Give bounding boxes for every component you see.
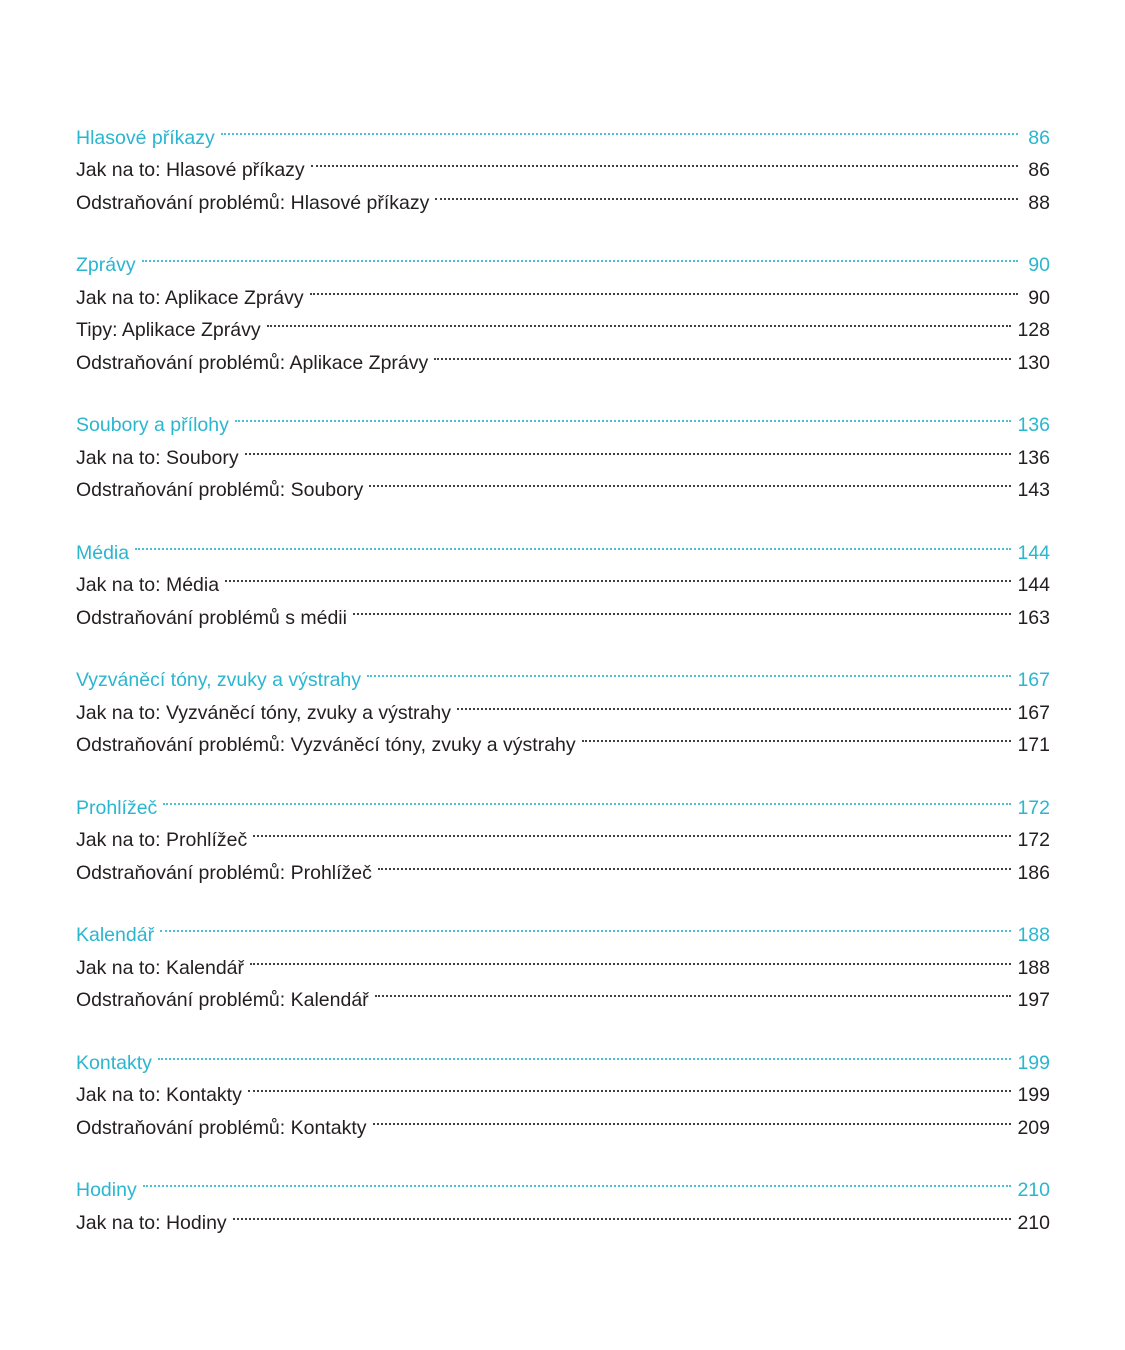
toc-heading-title: Vyzváněcí tóny, zvuky a výstrahy xyxy=(76,669,362,691)
toc-entry-page: 86 xyxy=(1028,159,1050,181)
toc-entry-title: Jak na to: Soubory xyxy=(76,446,239,469)
toc-section xyxy=(76,239,1050,374)
toc-entry-title: Odstraňování problémů: Hlasové příkazy xyxy=(76,191,430,214)
toc-entry-link[interactable] xyxy=(76,1069,1050,1106)
toc-heading-page: 167 xyxy=(1017,669,1050,691)
toc-heading-title: Média xyxy=(76,541,130,564)
dot-leader xyxy=(158,1036,1012,1069)
toc-entry-title: Odstraňování problémů: Soubory xyxy=(76,479,364,501)
toc-heading-title: Kontakty xyxy=(76,1051,152,1074)
toc-entry-title: Jak na to: Kontakty xyxy=(76,1084,242,1106)
toc-entry-page: 210 xyxy=(1017,1211,1050,1234)
toc-entry-page: 172 xyxy=(1017,829,1050,851)
toc-section xyxy=(76,1036,1050,1139)
toc-entry-page: 143 xyxy=(1017,479,1050,501)
toc-entry-link[interactable] xyxy=(76,271,1050,309)
dot-leader xyxy=(235,399,1012,432)
toc-heading-page: 136 xyxy=(1017,414,1050,436)
toc-heading-link[interactable] xyxy=(76,909,1050,946)
table-of-contents xyxy=(76,111,1050,1259)
toc-entry-page: 144 xyxy=(1017,574,1050,596)
toc-entry-page: 197 xyxy=(1017,989,1050,1011)
toc-entry-page: 128 xyxy=(1017,319,1050,341)
toc-heading-page: 199 xyxy=(1017,1051,1050,1074)
dot-leader xyxy=(435,176,1018,209)
toc-section xyxy=(76,399,1050,501)
toc-heading-title: Zprávy xyxy=(76,254,136,276)
toc-entry-title: Jak na to: Média xyxy=(76,574,220,596)
toc-heading-link[interactable] xyxy=(76,1036,1050,1074)
dot-leader xyxy=(253,814,1011,847)
dot-leader xyxy=(248,1069,1012,1102)
toc-entry-title: Odstraňování problémů: Vyzváněcí tóny, zvuky a výstrahy xyxy=(76,734,576,756)
toc-heading-link[interactable] xyxy=(76,239,1050,276)
toc-entry-page: 90 xyxy=(1028,286,1050,309)
dot-leader xyxy=(267,304,1012,337)
toc-section xyxy=(76,111,1050,214)
toc-entry-page: 199 xyxy=(1017,1084,1050,1106)
toc-heading-page: 144 xyxy=(1017,541,1050,564)
toc-entry-title: Jak na to: Prohlížeč xyxy=(76,829,248,851)
dot-leader xyxy=(367,654,1011,687)
dot-leader xyxy=(375,974,1012,1007)
dot-leader xyxy=(457,686,1011,719)
dot-leader xyxy=(310,271,1018,304)
dot-leader xyxy=(221,111,1018,144)
toc-entry-page: 167 xyxy=(1017,701,1050,724)
dot-leader xyxy=(225,559,1011,592)
toc-entry-link[interactable] xyxy=(76,941,1050,979)
toc-entry-title: Odstraňování problémů s médii xyxy=(76,606,347,629)
toc-heading-page: 210 xyxy=(1017,1179,1050,1201)
toc-entry-page: 130 xyxy=(1017,351,1050,374)
toc-heading-page: 90 xyxy=(1028,254,1050,276)
toc-heading-page: 188 xyxy=(1017,924,1050,946)
dot-leader xyxy=(378,846,1012,879)
dot-leader xyxy=(142,239,1018,272)
toc-heading-link[interactable] xyxy=(76,781,1050,819)
toc-entry-title: Odstraňování problémů: Kontakty xyxy=(76,1116,367,1139)
toc-entry-title: Jak na to: Hlasové příkazy xyxy=(76,159,305,181)
dot-leader xyxy=(250,941,1011,974)
toc-entry-page: 209 xyxy=(1017,1116,1050,1139)
toc-heading-link[interactable] xyxy=(76,1164,1050,1201)
dot-leader xyxy=(233,1196,1012,1229)
toc-heading-title: Kalendář xyxy=(76,924,155,946)
toc-heading-title: Prohlížeč xyxy=(76,796,158,819)
toc-heading-link[interactable] xyxy=(76,654,1050,691)
dot-leader xyxy=(135,526,1011,559)
dot-leader xyxy=(353,591,1011,624)
toc-entry-title: Odstraňování problémů: Aplikace Zprávy xyxy=(76,351,429,374)
toc-entry-title: Odstraňování problémů: Kalendář xyxy=(76,989,369,1011)
toc-heading-title: Soubory a přílohy xyxy=(76,414,229,436)
dot-leader xyxy=(434,336,1011,369)
toc-entry-page: 88 xyxy=(1028,191,1050,214)
toc-entry-link[interactable] xyxy=(76,144,1050,181)
toc-entry-page: 188 xyxy=(1017,956,1050,979)
toc-section xyxy=(76,526,1050,629)
toc-entry-page: 171 xyxy=(1017,734,1050,756)
toc-heading-title: Hlasové příkazy xyxy=(76,126,215,149)
toc-heading-page: 172 xyxy=(1017,796,1050,819)
dot-leader xyxy=(163,781,1011,814)
toc-entry-title: Jak na to: Hodiny xyxy=(76,1211,227,1234)
toc-entry-link[interactable] xyxy=(76,1196,1050,1234)
dot-leader xyxy=(582,719,1012,752)
dot-leader xyxy=(311,144,1018,177)
toc-entry-link[interactable] xyxy=(76,814,1050,851)
dot-leader xyxy=(369,464,1011,497)
toc-entry-title: Jak na to: Aplikace Zprávy xyxy=(76,286,304,309)
toc-entry-link[interactable] xyxy=(76,591,1050,629)
toc-entry-page: 186 xyxy=(1017,861,1050,884)
toc-heading-link[interactable] xyxy=(76,526,1050,564)
toc-section xyxy=(76,1164,1050,1234)
toc-entry-page: 163 xyxy=(1017,606,1050,629)
toc-entry-title: Odstraňování problémů: Prohlížeč xyxy=(76,861,372,884)
dot-leader xyxy=(143,1164,1012,1197)
dot-leader xyxy=(245,431,1012,464)
toc-heading-link[interactable] xyxy=(76,111,1050,149)
dot-leader xyxy=(160,909,1011,942)
toc-entry-link[interactable] xyxy=(76,559,1050,596)
toc-entry-title: Jak na to: Vyzváněcí tóny, zvuky a výstrahy xyxy=(76,701,451,724)
toc-section xyxy=(76,909,1050,1011)
toc-heading-title: Hodiny xyxy=(76,1179,137,1201)
toc-section xyxy=(76,654,1050,756)
toc-entry-title: Tipy: Aplikace Zprávy xyxy=(76,319,261,341)
dot-leader xyxy=(373,1101,1012,1134)
toc-entry-page: 136 xyxy=(1017,446,1050,469)
toc-heading-link[interactable] xyxy=(76,399,1050,436)
toc-heading-page: 86 xyxy=(1028,126,1050,149)
toc-section xyxy=(76,781,1050,884)
toc-entry-title: Jak na to: Kalendář xyxy=(76,956,245,979)
